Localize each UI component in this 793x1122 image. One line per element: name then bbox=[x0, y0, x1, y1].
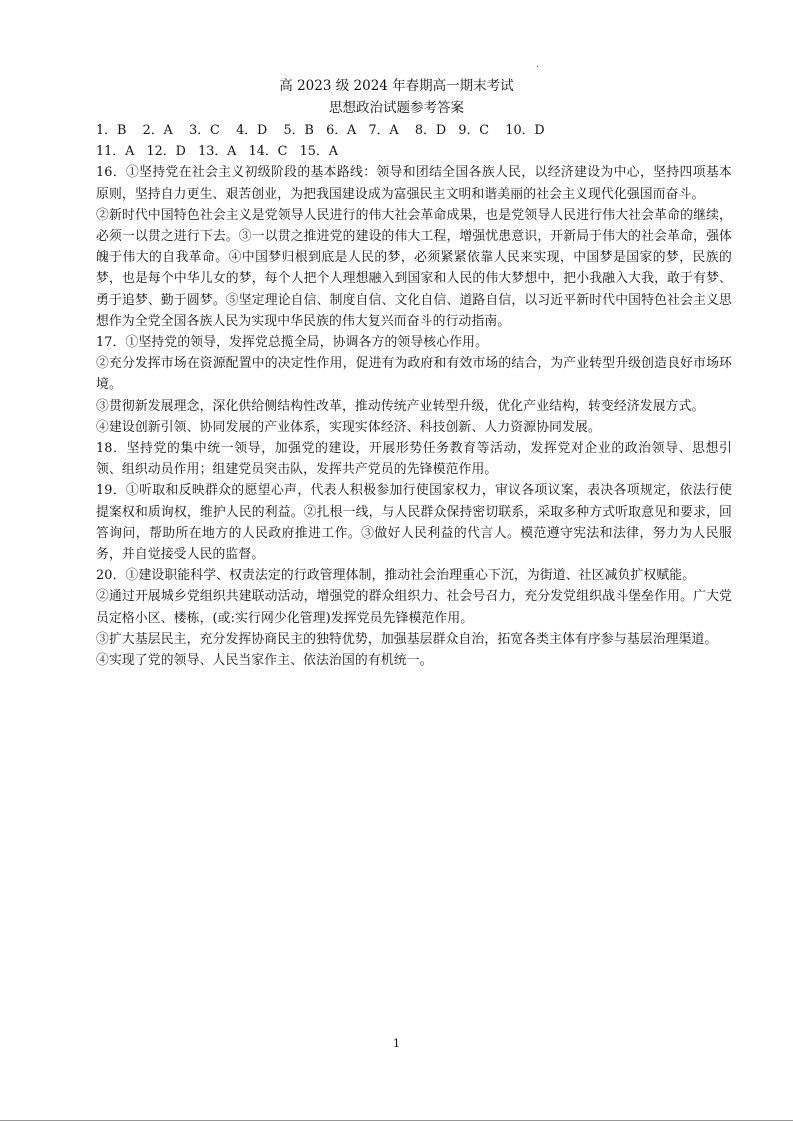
answer-paragraph: 16．①坚持党在社会主义初级阶段的基本路线：领导和团结全国各族人民，以经济建设为中心，坚持四项基本原则，坚持自力更生、艰苦创业，为把我国建设成为富强民主文明和谐美丽的社会主义现代化强国而奋斗。 bbox=[96, 165, 732, 202]
document-title: 高 2023 级 2024 年春期高一期末考试 bbox=[279, 78, 514, 94]
choice-answers-row-1: 1．B 2．A 3．C 4．D 5．B 6．A 7．A 8．D 9．C 10．D bbox=[96, 123, 545, 138]
page-bottom-divider bbox=[0, 1120, 793, 1121]
answer-content bbox=[96, 120, 732, 671]
page-number: 1 bbox=[393, 1037, 400, 1050]
answer-paragraph: 19．①听取和反映群众的愿望心声，代表人积极参加行使国家权力，审议各项议案，表决各项规定，依法行使提案权和质询权，维护人民的利益。②扎根一线，与人民群众保持密切联系，采取多种方式听取意见和要求，回答询问，帮助所在地方的人民政府推进工作。③做好人民利益的代言人。模范遵守宪法和法律，努力为人民服务，并自觉接受人民的监督。 bbox=[96, 483, 732, 563]
answer-paragraph: ②充分发挥市场在资源配置中的决定性作用，促进有为政府和有效市场的结合，为产业转型升级创造良好市场环境。 bbox=[96, 356, 732, 393]
answer-paragraph: 20．①建设职能科学、权责法定的行政管理体制，推动社会治理重心下沉，为街道、社区减负扩权赋能。 bbox=[96, 568, 696, 584]
answer-paragraph: ③贯彻新发展理念，深化供给侧结构性改革，推动传统产业转型升级，优化产业结构，转变经济发展方式。 bbox=[96, 398, 705, 414]
corner-mark: . bbox=[536, 60, 539, 70]
document-subtitle: 思想政治试题参考答案 bbox=[329, 100, 464, 116]
answer-paragraph: 17．①坚持党的领导，发挥党总揽全局，协调各方的领导核心作用。 bbox=[96, 335, 489, 351]
choice-answers-row-2: 11．A 12．D 13．A 14．C 15．A bbox=[96, 144, 338, 160]
answer-paragraph: ④建设创新引领、协同发展的产业体系，实现实体经济、科技创新、人力资源协同发展。 bbox=[96, 419, 601, 435]
answer-paragraph: ③扩大基层民主，充分发挥协商民主的独特优势，加强基层群众自治，拓宽各类主体有序参与基层治理渠道。 bbox=[96, 631, 718, 647]
answer-paragraph: ④实现了党的领导、人民当家作主、依法治国的有机统一。 bbox=[96, 653, 433, 669]
answer-paragraph: ②新时代中国特色社会主义是党领导人民进行的伟大社会革命成果，也是党领导人民进行伟大社会革命的继续，必须一以贯之进行下去。③一以贯之推进党的建设的伟大工程，增强忧患意识，开新局于伟大的社会革命，强体魄于伟大的自我革命。④中国梦归根到底是人民的梦，必须紧紧依靠人民来实现，中国梦是国家的梦，民族的梦，也是每个中华儿女的梦，每个人把个人理想融入到国家和人民的伟大梦想中，把小我融入大我，敢于有梦、勇于追梦、勤于圆梦。⑤坚定理论自信、制度自信、文化自信、道路自信，以习近平新时代中国特色社会主义思想作为全党全国各族人民为实现中华民族的伟大复兴而奋斗的行动指南。 bbox=[96, 207, 732, 329]
answer-paragraph: 18．坚持党的集中统一领导，加强党的建设，开展形势任务教育等活动，发挥党对企业的政治领导、思想引领、组织动员作用；组建党员突击队，发挥共产党员的先锋模范作用。 bbox=[96, 441, 732, 478]
answer-paragraph: ②通过开展城乡党组织共建联动活动，增强党的群众组织力、社会号召力，充分发党组织战斗堡垒作用。广大党员定格小区、楼栋，(或:实行网少化管理)发挥党员先锋模范作用。 bbox=[96, 589, 732, 626]
